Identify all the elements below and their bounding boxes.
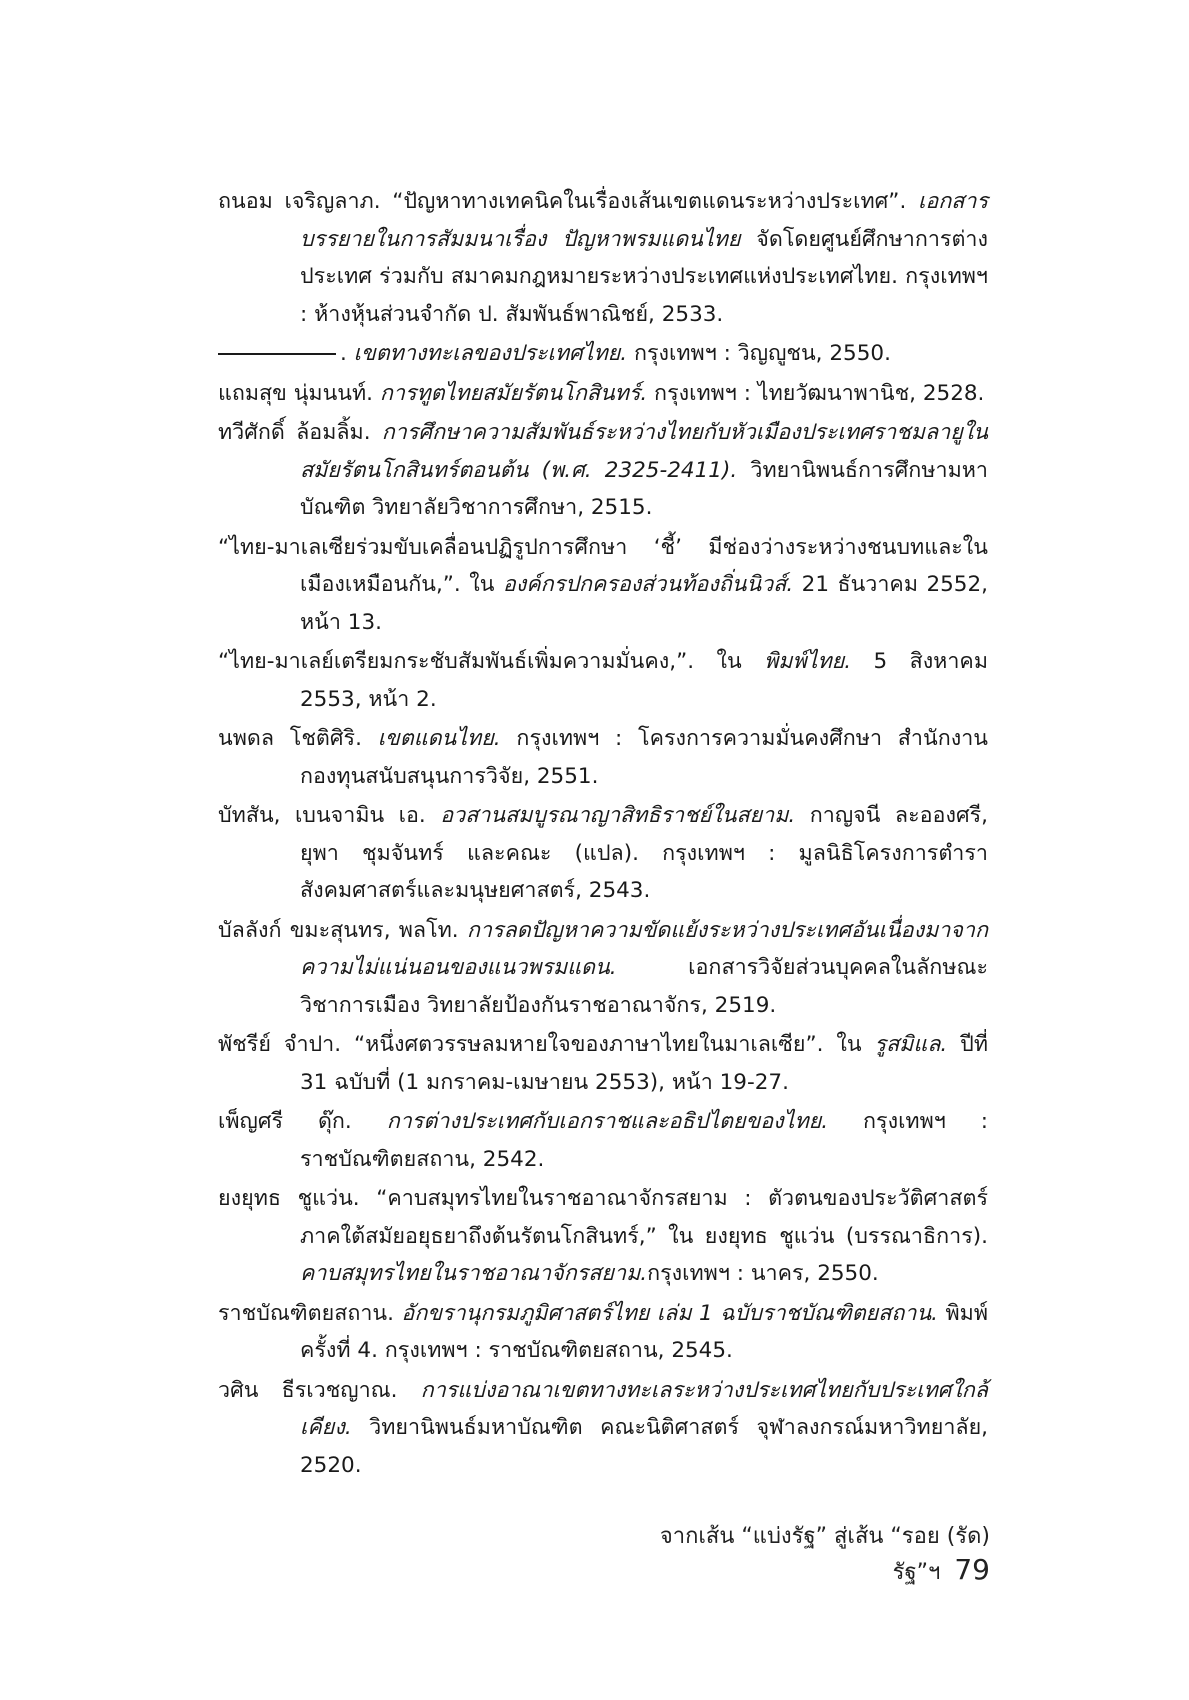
- bib-entry: ถนอม เจริญลาภ. “ปัญหาทางเทคนิคในเรื่องเส้นเขตแดนระหว่างประเทศ”. เอกสารบรรยายในการสัมมนาเรื่อง ปัญหาพรมแดนไทย จัดโดยศูนย์ศึกษาการต่างประเทศ ร่วมกับ สมาคมกฎหมายระหว่างประเทศแห่งประเทศไทย. กรุงเทพฯ : ห้างหุ้นส่วนจำกัด ป. สัมพันธ์พาณิชย์, 2533.: [218, 189, 988, 327]
- bib-entry: “ไทย-มาเลเซียร่วมขับเคลื่อนปฏิรูปการศึกษา ‘ชี้’ มีช่องว่างระหว่างชนบทและในเมืองเหมือนกัน,”. ใน องค์กรปกครองส่วนท้องถิ่นนิวส์. 21 ธันวาคม 2552, หน้า 13.: [218, 534, 989, 635]
- bib-entry: “ไทย-มาเลย์เตรียมกระชับสัมพันธ์เพิ่มความมั่นคง,”. ใน พิมพ์ไทย. 5 สิงหาคม 2553, หน้า 2.: [218, 649, 988, 712]
- bib-entry: ยงยุทธ ชูแว่น. “คาบสมุทรไทยในราชอาณาจักรสยาม : ตัวตนของประวัติศาสตร์ภาคใต้สมัยอยุธยาถึงต้นรัตนโกสินทร์,” ใน ยงยุทธ ชูแว่น (บรรณาธิการ). คาบสมุทรไทยในราชอาณาจักรสยาม.กรุงเทพฯ : นาคร, 2550.: [218, 1186, 988, 1286]
- bib-entry: ทวีศักดิ์ ล้อมลิ้ม. การศึกษาความสัมพันธ์ระหว่างไทยกับหัวเมืองประเทศราชมลายูในสมัยรัตนโกสินทร์ตอนต้น (พ.ศ. 2325-2411). วิทยานิพนธ์การศึกษามหาบัณฑิต วิทยาลัยวิชาการศึกษา, 2515.: [218, 420, 988, 520]
- page-number: 79: [954, 1553, 990, 1586]
- bibliography: [218, 183, 988, 1486]
- bib-entry-repeat-author: . เขตทางทะเลของประเทศไทย. กรุงเทพฯ : วิญญูชน, 2550.: [218, 335, 988, 373]
- page-footer: [560, 1518, 990, 1589]
- bib-entry: เพ็ญศรี ดุ๊ก. การต่างประเทศกับเอกราชและอธิปไตยของไทย. กรุงเทพฯ : ราชบัณฑิตยสถาน, 2542.: [218, 1109, 988, 1172]
- bib-entry: ราชบัณฑิตยสถาน. อักขรานุกรมภูมิศาสตร์ไทย เล่ม 1 ฉบับราชบัณฑิตยสถาน. พิมพ์ครั้งที่ 4. กรุงเทพฯ : ราชบัณฑิตยสถาน, 2545.: [218, 1300, 989, 1363]
- running-title: จากเส้น “แบ่งรัฐ” สู่เส้น “รอย (รัด) รัฐ”ฯ: [659, 1524, 990, 1585]
- bib-entry: วศิน ธีรเวชญาณ. การแบ่งอาณาเขตทางทะเลระหว่างประเทศไทยกับประเทศใกล้เคียง. วิทยานิพนธ์มหาบัณฑิต คณะนิติศาสตร์ จุฬาลงกรณ์มหาวิทยาลัย, 2520.: [218, 1377, 988, 1478]
- bib-entry: แถมสุข นุ่มนนท์. การทูตไทยสมัยรัตนโกสินทร์. กรุงเทพฯ : ไทยวัฒนาพานิช, 2528.: [218, 380, 985, 406]
- bib-entry: นพดล โชติศิริ. เขตแดนไทย. กรุงเทพฯ : โครงการความมั่นคงศึกษา สำนักงานกองทุนสนับสนุนการวิจัย, 2551.: [218, 726, 988, 789]
- author-dash: [218, 353, 336, 355]
- bib-entry: พัชรีย์ จำปา. “หนึ่งศตวรรษลมหายใจของภาษาไทยในมาเลเซีย”. ใน รูสมิแล. ปีที่ 31 ฉบับที่ (1 มกราคม-เมษายน 2553), หน้า 19-27.: [218, 1032, 988, 1095]
- bib-entry: บัทสัน, เบนจามิน เอ. อวสานสมบูรณาญาสิทธิราชย์ในสยาม. กาญจนี ละอองศรี, ยุพา ชุมจันทร์ และคณะ (แปล). กรุงเทพฯ : มูลนิธิโครงการตำราสังคมศาสตร์และมนุษยศาสตร์, 2543.: [218, 803, 989, 903]
- bib-entry: บัลลังก์ ขมะสุนทร, พลโท. การลดปัญหาความขัดแย้งระหว่างประเทศอันเนื่องมาจากความไม่แน่นอนของแนวพรมแดน. เอกสารวิจัยส่วนบุคคลในลักษณะวิชาการเมือง วิทยาลัยป้องกันราชอาณาจักร, 2519.: [218, 917, 988, 1018]
